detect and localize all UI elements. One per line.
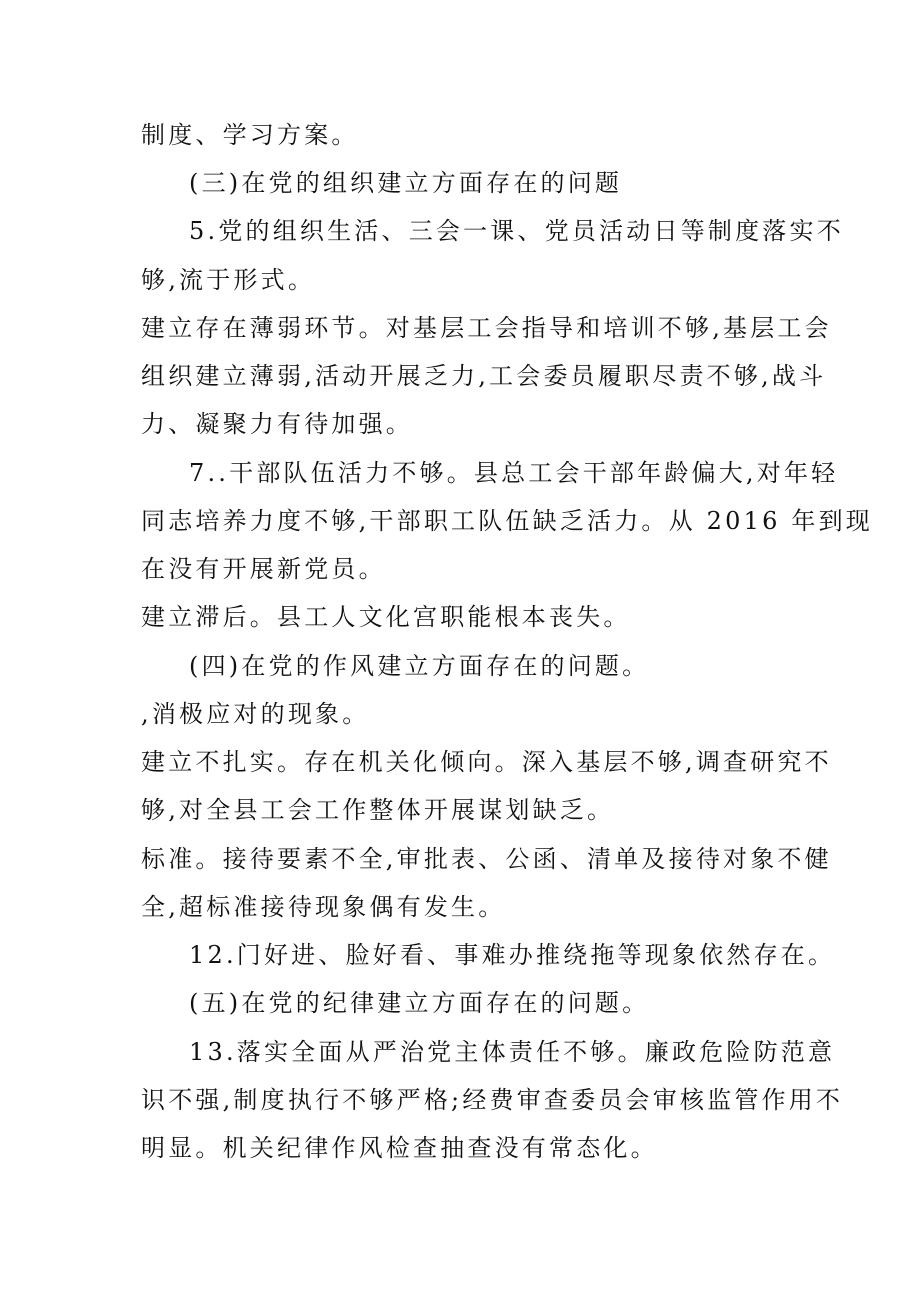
text-line: 建立滞后。县工人文化宫职能根本丧失。	[141, 603, 631, 631]
text-line: 12.门好进、脸好看、事难办推绕拖等现象依然存在。	[189, 941, 836, 969]
text-line: 全,超标准接待现象偶有发生。	[141, 893, 506, 921]
section-heading: (五)在党的纪律建立方面存在的问题。	[189, 989, 650, 1017]
text-line: 7..干部队伍活力不够。县总工会干部年龄偏大,对年轻	[189, 459, 839, 487]
section-heading: (四)在党的作风建立方面存在的问题。	[189, 652, 650, 680]
text-line: 制度、学习方案。	[141, 121, 359, 149]
text-line: ,消极应对的现象。	[141, 700, 370, 728]
text-line: 力、凝聚力有待加强。	[141, 410, 413, 438]
text-line: 同志培养力度不够,干部职工队伍缺乏活力。从 2016 年到现	[141, 507, 873, 535]
text-line: 够,对全县工会工作整体开展谋划缺乏。	[141, 796, 615, 824]
text-line: 建立不扎实。存在机关化倾向。深入基层不够,调查研究不	[141, 748, 832, 776]
section-heading: (三)在党的组织建立方面存在的问题	[189, 169, 623, 197]
text-line: 够,流于形式。	[141, 266, 316, 294]
text-line: 识不强,制度执行不够严格;经费审查委员会审核监管作用不	[141, 1086, 844, 1114]
text-line: 标准。接待要素不全,审批表、公函、清单及接待对象不健	[141, 845, 832, 873]
text-line: 在没有开展新党员。	[141, 555, 386, 583]
text-line: 13.落实全面从严治党主体责任不够。廉政危险防范意	[189, 1038, 836, 1066]
text-line: 组织建立薄弱,活动开展乏力,工会委员履职尽责不够,战斗	[141, 362, 827, 390]
text-line: 建立存在薄弱环节。对基层工会指导和培训不够,基层工会	[141, 314, 832, 342]
text-line: 5.党的组织生活、三会一课、党员活动日等制度落实不	[189, 217, 844, 245]
text-line: 明显。机关纪律作风检查抽查没有常态化。	[141, 1134, 658, 1162]
